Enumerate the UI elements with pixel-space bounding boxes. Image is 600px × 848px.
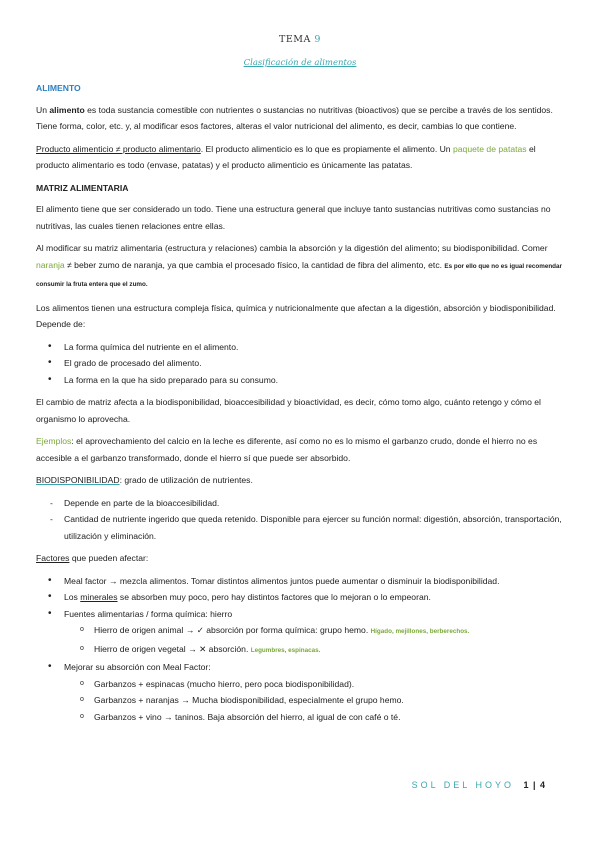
paragraph-matriz-2: Al modificar su matriz alimentaria (estructura y relaciones) cambia la absorción y la digestión del alimento; su biodisponibilidad. Comer naranja ≠ beber zumo de naranja, ya que cambia el procesado físico, la cantidad de fibra del alimento, etc. Es por ello que no es igual recomendar consumir la fruta entera que el zumo.: [36, 243, 562, 288]
paragraph-biodisponibilidad: BIODISPONIBILIDAD: grado de utilización de nutrientes.: [36, 475, 253, 485]
sub-list-item: o Hierro de origen animal → ✓ absorción por forma química: grupo hemo. Hígado, mejillones, berberechos.: [36, 622, 566, 641]
list-item: • La forma en la que ha sido preparado para su consumo.: [36, 372, 566, 389]
title-number: 9: [314, 34, 321, 45]
list-item: • Mejorar su absorción con Meal Factor:: [36, 659, 566, 676]
dash-list-biodisponibilidad: [36, 495, 566, 545]
footer-page-number: 1 | 4: [523, 780, 546, 790]
bullet-list-factores: [36, 573, 566, 726]
document-subtitle: Clasificación de alimentos: [243, 58, 357, 68]
document-title: [0, 34, 600, 45]
list-item: • La forma química del nutriente en el alimento.: [36, 339, 566, 356]
list-item: • Fuentes alimentarias / forma química: hierro: [36, 606, 566, 623]
list-item: • Meal factor → mezcla alimentos. Tomar distintos alimentos juntos puede aumentar o disminuir la biodisponibilidad.: [36, 573, 566, 590]
paragraph-producto: Producto alimenticio ≠ producto alimentario. El producto alimenticio es lo que es propiamente el alimento. Un paquete de patatas el producto alimentario es todo (envase, patatas) y el producto alimenticio es únicamente las patatas.: [36, 143, 536, 170]
list-item: - Cantidad de nutriente ingerido que queda retenido. Disponible para ejercer su función normal: digestión, absorción, transportación, utilización y eliminación.: [36, 511, 566, 544]
sub-list-item: o Garbanzos + espinacas (mucho hierro, pero poca biodisponibilidad).: [36, 676, 566, 693]
footer-author: SOL DEL HOYO: [411, 780, 514, 790]
paragraph-matriz-4: El cambio de matriz afecta a la biodisponibilidad, bioaccesibilidad y bioactividad, es decir, cómo tomo algo, cuánto retengo y cómo el organismo lo aprovecha.: [36, 397, 541, 424]
sub-list-item: o Hierro de origen vegetal → ✕ absorción. Legumbres, espinacas.: [36, 641, 566, 660]
list-item: • El grado de procesado del alimento.: [36, 355, 566, 372]
section-heading-alimento: ALIMENTO: [36, 83, 81, 93]
section-heading-matriz: MATRIZ ALIMENTARIA: [36, 182, 129, 193]
sub-list-item: o Garbanzos + vino → taninos. Baja absorción del hierro, al igual de con café o té.: [36, 709, 566, 726]
paragraph-matriz-3: Los alimentos tienen una estructura compleja física, química y nutricionalmente que afectan a la digestión, absorción y biodisponibilidad. Depende de:: [36, 302, 556, 329]
paragraph-matriz-1: El alimento tiene que ser considerado un todo. Tiene una estructura general que incluye tanto sustancias nutritivas como sustancias no nutritivas, las cuales tienen relaciones entre ellas.: [36, 204, 551, 231]
sub-list-item: o Garbanzos + naranjas → Mucha biodisponibilidad, especialmente el grupo hemo.: [36, 692, 566, 709]
bullet-list-depende: [36, 339, 566, 389]
page-footer: [412, 780, 546, 790]
list-item: - Depende en parte de la bioaccesibilidad.: [36, 495, 566, 512]
title-text: TEMA: [279, 34, 311, 45]
document-body: [36, 80, 566, 731]
paragraph-alimento-definition: Un alimento es toda sustancia comestible con nutrientes o sustancias no nutritivas (bioactivos) que se percibe a través de los sentidos. Tiene forma, color, etc. y, al modificar esos factores, alteras el valor nutricional del alimento, es decir, cambias lo que contiene.: [36, 104, 553, 131]
list-item: • Los minerales se absorben muy poco, pero hay distintos factores que lo mejoran o lo empeoran.: [36, 589, 566, 606]
paragraph-ejemplos: Ejemplos: el aprovechamiento del calcio en la leche es diferente, así como no es lo mismo el garbanzo crudo, donde el hierro no es accesible a el garbanzo transformado, donde el hierro sí que puede ser absorbido.: [36, 436, 538, 463]
paragraph-factores: Factores que pueden afectar:: [36, 553, 149, 563]
